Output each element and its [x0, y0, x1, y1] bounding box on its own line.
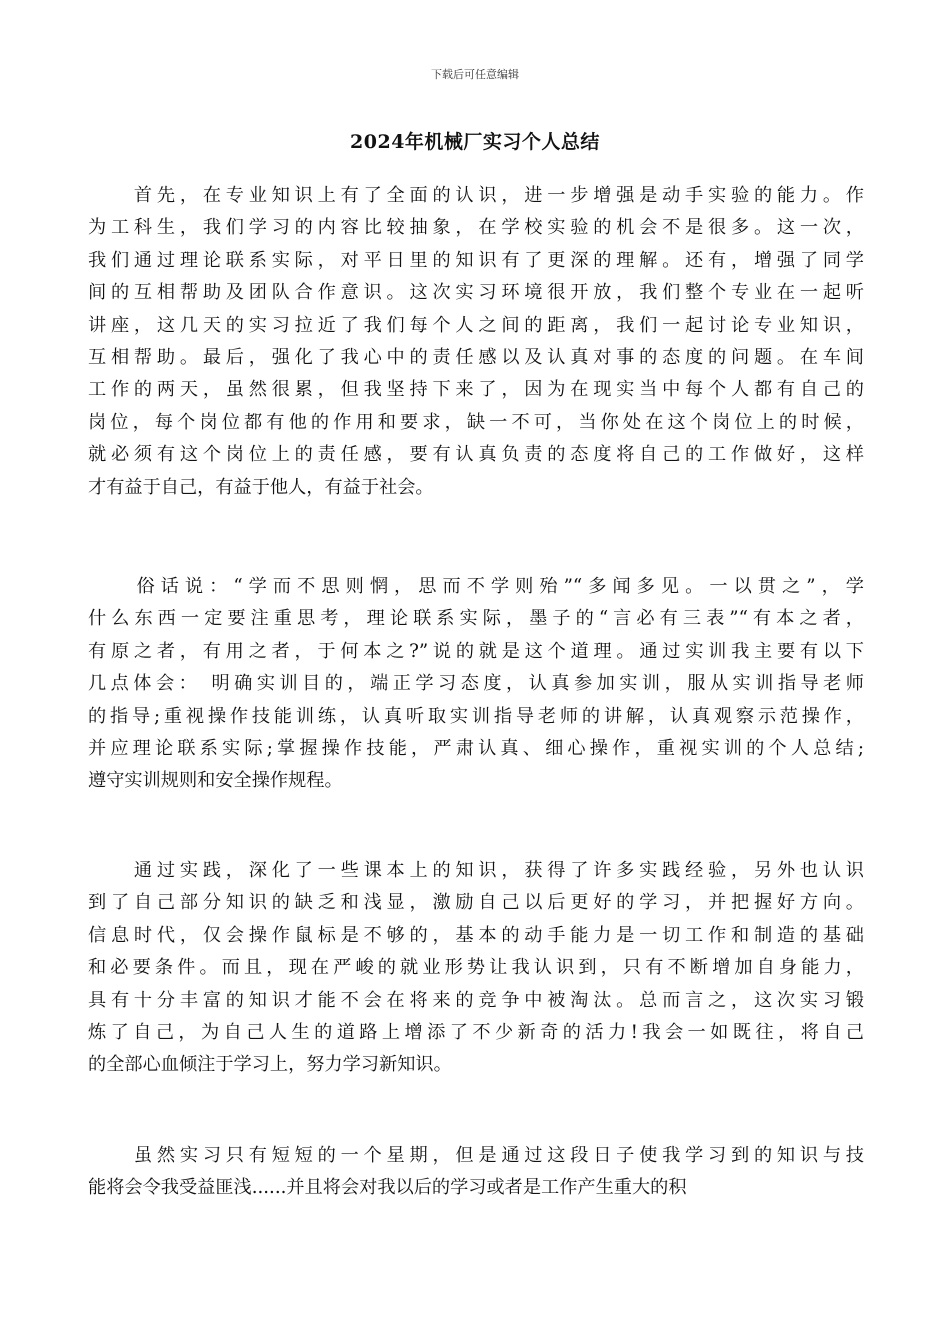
page-header-note: 下载后可任意编辑 [431, 68, 519, 81]
text-line: 和必要条件。而且，现在严峻的就业形势让我认识到，只有不断增加自身能力， [88, 957, 864, 979]
text-line: 虽然实习只有短短的一个星期，但是通过这段日子使我学习到的知识与技 [88, 1145, 864, 1166]
paragraph-2 [88, 571, 864, 798]
text-line: 几点体会： 明确实训目的，端正学习态度，认真参加实训，服从实训指导老师 [88, 673, 864, 695]
text-line: 就必须有这个岗位上的责任感，要有认真负责的态度将自己的工作做好，这样 [88, 444, 864, 466]
paragraph-3 [88, 855, 864, 1082]
paragraph-1 [88, 180, 864, 504]
text-line: 遵守实训规则和安全操作规程。 [88, 770, 343, 792]
text-line: 并应理论联系实际;掌握操作技能，严肃认真、细心操作，重视实训的个人总结; [88, 738, 864, 760]
text-line: 首先，在专业知识上有了全面的认识，进一步增强是动手实验的能力。作 [88, 185, 864, 206]
text-line: 工作的两天，虽然很累，但我坚持下来了，因为在现实当中每个人都有自己的 [88, 379, 864, 401]
text-line: 为工科生，我们学习的内容比较抽象，在学校实验的机会不是很多。这一次， [88, 217, 864, 239]
text-line: 通过实践，深化了一些课本上的知识，获得了许多实践经验，另外也认识 [88, 860, 864, 881]
text-line: 我们通过理论联系实际，对平日里的知识有了更深的理解。还有，增强了同学 [88, 249, 864, 271]
text-line: 间的互相帮助及团队合作意识。这次实习环境很开放，我们整个专业在一起听 [88, 282, 864, 304]
text-line: 才有益于自己，有益于他人，有益于社会。 [88, 476, 434, 498]
text-line: 讲座，这几天的实习拉近了我们每个人之间的距离，我们一起讨论专业知识， [88, 314, 864, 336]
text-line: 岗位，每个岗位都有他的作用和要求，缺一不可，当你处在这个岗位上的时候， [88, 411, 864, 433]
paragraph-4 [88, 1140, 864, 1205]
text-line: 什么东西一定要注重思考，理论联系实际，墨子的“言必有三表”“有本之者， [88, 608, 864, 630]
document-title: 2024年机械厂实习个人总结 [350, 131, 600, 153]
text-line: 的全部心血倾注于学习上，努力学习新知识。 [88, 1054, 452, 1076]
text-line: 俗话说：“学而不思则惘，思而不学则殆”“多闻多见。一以贯之”，学 [88, 576, 864, 597]
text-line: 互相帮助。最后，强化了我心中的责任感以及认真对事的态度的问题。在车间 [88, 347, 864, 369]
text-line: 信息时代，仅会操作鼠标是不够的，基本的动手能力是一切工作和制造的基础 [88, 924, 864, 946]
text-line: 的指导;重视操作技能训练，认真听取实训指导老师的讲解，认真观察示范操作， [88, 705, 864, 727]
text-line: 有原之者，有用之者，于何本之?”说的就是这个道理。通过实训我主要有以下 [88, 640, 864, 662]
text-line: 具有十分丰富的知识才能不会在将来的竞争中被淘汰。总而言之，这次实习锻 [88, 989, 864, 1011]
text-line: 炼了自己，为自己人生的道路上增添了不少新奇的活力!我会一如既往，将自己 [88, 1022, 864, 1044]
text-line: 能将会令我受益匪浅......并且将会对我以后的学习或者是工作产生重大的积 [88, 1177, 687, 1199]
text-line: 到了自己部分知识的缺乏和浅显，激励自己以后更好的学习，并把握好方向。 [88, 892, 864, 914]
